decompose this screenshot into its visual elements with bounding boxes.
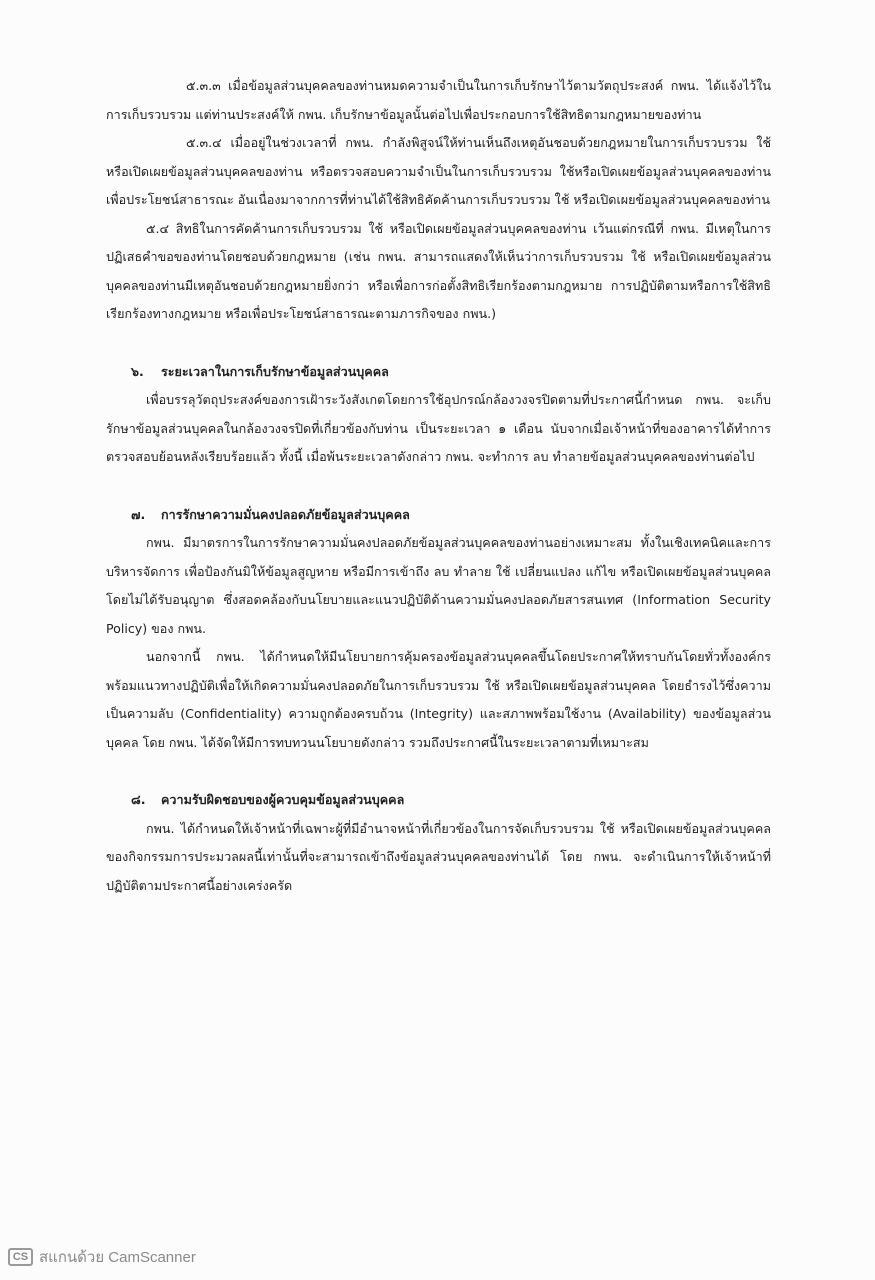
- clause-5-3-4: ๕.๓.๔ เมื่ออยู่ในช่วงเวลาที่ กพน. กำลังพิสูจน์ให้ท่านเห็นถึงเหตุอันชอบด้วยกฎหมายในการเก็บรวบรวม ใช้หรือเปิดเผยข้อมูลส่วนบุคคลของท่าน หรือตรวจสอบความจำเป็นในการเก็บรวบรวม ใช้หรือเปิดเผยข้อมูลส่วนบุคคลของท่านเพื่อประโยชน์สาธารณะ อันเนื่องมาจากการที่ท่านได้ใช้สิทธิคัดค้านการเก็บรวบรวม ใช้ หรือเปิดเผยข้อมูลส่วนบุคคลของท่าน: [106, 135, 771, 207]
- section-title: ความรับผิดชอบของผู้ควบคุมข้อมูลส่วนบุคคล: [161, 792, 405, 807]
- scanner-watermark: [8, 1244, 196, 1270]
- scanner-label: สแกนด้วย CamScanner: [39, 1249, 196, 1266]
- section-6-heading: [106, 358, 771, 387]
- section-number: ๗.: [131, 506, 146, 522]
- section-title: ระยะเวลาในการเก็บรักษาข้อมูลส่วนบุคคล: [161, 363, 389, 379]
- section-8-heading: [106, 786, 771, 815]
- section-7: [106, 501, 771, 758]
- document-body: [106, 72, 771, 900]
- section-7-heading: [106, 501, 771, 530]
- clause-5-4: ๕.๔ สิทธิในการคัดค้านการเก็บรวบรวม ใช้ หรือเปิดเผยข้อมูลส่วนบุคคลของท่าน เว้นแต่กรณีที่ กพน. มีเหตุในการปฏิเสธคำขอของท่านโดยชอบด้วยกฎหมาย (เช่น กพน. สามารถแสดงให้เห็นว่าการเก็บรวบรวม ใช้ หรือเปิดเผยข้อมูลส่วนบุคคลของท่านมีเหตุอันชอบด้วยกฎหมายยิ่งกว่า หรือเพื่อการก่อตั้งสิทธิเรียกร้องตามกฎหมาย การปฏิบัติตามหรือการใช้สิทธิเรียกร้องทางกฎหมาย หรือเพื่อประโยชน์สาธารณะตามภารกิจของ กพน.): [106, 220, 771, 321]
- section-8-paragraph: กพน. ได้กำหนดให้เจ้าหน้าที่เฉพาะผู้ที่มีอำนาจหน้าที่เกี่ยวข้องในการจัดเก็บรวบรวม ใช้ หรือเปิดเผยข้อมูลส่วนบุคคลของกิจกรรมการประมวลผลนี้เท่านั้นที่จะสามารถเข้าถึงข้อมูลส่วนบุคคลของท่านได้ โดย กพน. จะดำเนินการให้เจ้าหน้าที่ปฏิบัติตามประกาศนี้อย่างเคร่งครัด: [106, 820, 771, 893]
- section-7-paragraph-1: กพน. มีมาตรการในการรักษาความมั่นคงปลอดภัยข้อมูลส่วนบุคคลของท่านอย่างเหมาะสม ทั้งในเชิงเทคนิคและการบริหารจัดการ เพื่อป้องกันมิให้ข้อมูลสูญหาย หรือมีการเข้าถึง ลบ ทำลาย ใช้ เปลี่ยนแปลง แก้ไข หรือเปิดเผยข้อมูลส่วนบุคคลโดยไม่ได้รับอนุญาต ซึ่งสอดคล้องกับนโยบายและแนวปฏิบัติด้านความมั่นคงปลอดภัยสารสนเทศ (Information Security Policy) ของ กพน.: [106, 535, 771, 636]
- camscanner-logo-icon: CS: [8, 1248, 33, 1266]
- clause-5-3-3: ๕.๓.๓ เมื่อข้อมูลส่วนบุคคลของท่านหมดความจำเป็นในการเก็บรักษาไว้ตามวัตถุประสงค์ กพน. ได้แจ้งไว้ในการเก็บรวบรวม แต่ท่านประสงค์ให้ กพน. เก็บรักษาข้อมูลนั้นต่อไปเพื่อประกอบการใช้สิทธิตามกฎหมายของท่าน: [106, 78, 771, 122]
- section-8: [106, 786, 771, 900]
- section-6: [106, 358, 771, 472]
- section-title: การรักษาความมั่นคงปลอดภัยข้อมูลส่วนบุคคล: [161, 506, 410, 522]
- section-number: ๘.: [131, 792, 146, 807]
- section-6-paragraph: เพื่อบรรลุวัตถุประสงค์ของการเฝ้าระวังสังเกตโดยการใช้อุปกรณ์กล้องวงจรปิดตามที่ประกาศนี้กำหนด กพน. จะเก็บรักษาข้อมูลส่วนบุคคลในกล้องวงจรปิดที่เกี่ยวข้องกับท่าน เป็นระยะเวลา ๑ เดือน นับจากเมื่อเจ้าหน้าที่ของอาคารได้ทำการตรวจสอบย้อนหลังเรียบร้อยแล้ว ทั้งนี้ เมื่อพ้นระยะเวลาดังกล่าว กพน. จะทำการ ลบ ทำลายข้อมูลส่วนบุคคลของท่านต่อไป: [106, 392, 771, 464]
- section-number: ๖.: [131, 363, 144, 379]
- section-7-paragraph-2: นอกจากนี้ กพน. ได้กำหนดให้มีนโยบายการคุ้มครองข้อมูลส่วนบุคคลขึ้นโดยประกาศให้ทราบกันโดยทั่วทั้งองค์กร พร้อมแนวทางปฏิบัติเพื่อให้เกิดความมั่นคงปลอดภัยในการเก็บรวบรวม ใช้ หรือเปิดเผยข้อมูลส่วนบุคคล โดยธำรงไว้ซึ่งความเป็นความลับ (Confidentiality) ความถูกต้องครบถ้วน (Integrity) และสภาพพร้อมใช้งาน (Availability) ของข้อมูลส่วนบุคคล โดย กพน. ได้จัดให้มีการทบทวนนโยบายดังกล่าว รวมถึงประกาศนี้ในระยะเวลาตามที่เหมาะสม: [106, 649, 771, 750]
